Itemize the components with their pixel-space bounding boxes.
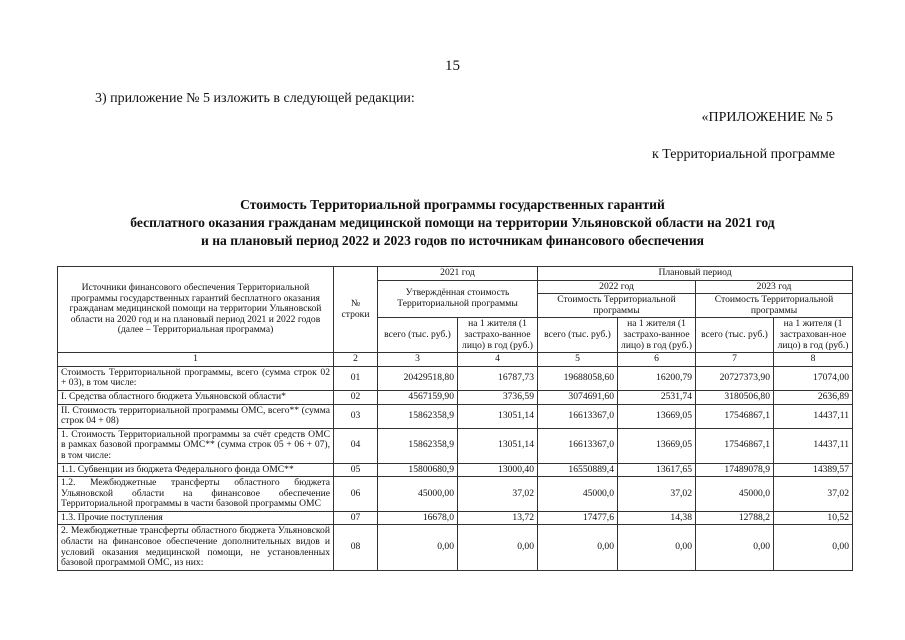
column-number: 4 <box>458 353 538 367</box>
per-capita-2022: 2531,74 <box>618 390 696 404</box>
header-sources: Источники финансового обеспечения Территориальной программы государственных гарантий бесплатного оказания гражданам медицинской помощи на территории Ульяновской области на 2020 год и на плановый период 2021 и 2022 годов (далее – Территориальная программа) <box>58 267 334 353</box>
document-title <box>0 196 905 250</box>
row-label: 1.1. Субвенции из бюджета Федерального фонда ОМС** <box>58 463 334 477</box>
row-code: 07 <box>334 511 378 525</box>
total-2022: 45000,0 <box>538 477 618 512</box>
header-per-capita-2022: на 1 жителя (1 застрахо-ванное лицо) в год (руб.) <box>618 318 696 353</box>
row-code: 05 <box>334 463 378 477</box>
column-number: 1 <box>58 353 334 367</box>
total-2021: 15862358,9 <box>378 404 458 428</box>
appendix-label: «ПРИЛОЖЕНИЕ № 5 <box>701 110 833 125</box>
total-2022: 16550889,4 <box>538 463 618 477</box>
total-2023: 12788,2 <box>696 511 774 525</box>
per-capita-2021: 3736,59 <box>458 390 538 404</box>
column-number: 5 <box>538 353 618 367</box>
header-total-2021: всего (тыс. руб.) <box>378 318 458 353</box>
per-capita-2022: 13669,05 <box>618 428 696 463</box>
page-number: 15 <box>445 58 460 74</box>
per-capita-2021: 13000,40 <box>458 463 538 477</box>
total-2022: 3074691,60 <box>538 390 618 404</box>
total-2021: 15800680,9 <box>378 463 458 477</box>
total-2023: 17546867,1 <box>696 404 774 428</box>
per-capita-2021: 37,02 <box>458 477 538 512</box>
row-label: Стоимость Территориальной программы, всего (сумма строк 02 + 03), в том числе: <box>58 366 334 390</box>
header-total-2023: всего (тыс. руб.) <box>696 318 774 353</box>
column-number: 8 <box>774 353 853 367</box>
per-capita-2022: 13617,65 <box>618 463 696 477</box>
row-label: I. Средства областного бюджета Ульяновской области* <box>58 390 334 404</box>
row-code: 08 <box>334 525 378 570</box>
total-2023: 17546867,1 <box>696 428 774 463</box>
header-cost-2023: Стоимость Территориальной программы <box>696 294 853 318</box>
total-2023: 0,00 <box>696 525 774 570</box>
total-2021: 45000,00 <box>378 477 458 512</box>
per-capita-2023: 2636,89 <box>774 390 853 404</box>
total-2021: 0,00 <box>378 525 458 570</box>
per-capita-2023: 0,00 <box>774 525 853 570</box>
total-2022: 16613367,0 <box>538 428 618 463</box>
total-2021: 15862358,9 <box>378 428 458 463</box>
total-2022: 19688058,60 <box>538 366 618 390</box>
per-capita-2023: 14437,11 <box>774 428 853 463</box>
total-2021: 4567159,90 <box>378 390 458 404</box>
total-2023: 20727373,90 <box>696 366 774 390</box>
title-line: Стоимость Территориальной программы государственных гарантий <box>240 197 665 212</box>
row-code: 01 <box>334 366 378 390</box>
per-capita-2022: 37,02 <box>618 477 696 512</box>
per-capita-2023: 37,02 <box>774 477 853 512</box>
row-code: 03 <box>334 404 378 428</box>
total-2023: 17489078,9 <box>696 463 774 477</box>
row-label: 2. Межбюджетные трансферты областного бюджета Ульяновской области на финансовое обеспечение дополнительных видов и условий оказания медицинской помощи, не установленных базовой программой ОМС, из них: <box>58 525 334 570</box>
per-capita-2021: 13051,14 <box>458 404 538 428</box>
per-capita-2021: 0,00 <box>458 525 538 570</box>
header-cost-2022: Стоимость Территориальной программы <box>538 294 696 318</box>
table-row <box>58 511 853 525</box>
row-label: 1. Стоимость Территориальной программы за счёт средств ОМС в рамках базовой программы ОМС** (сумма строк 05 + 06 + 07), в том числе: <box>58 428 334 463</box>
amendment-instruction: 3) приложение № 5 изложить в следующей редакции: <box>95 91 415 106</box>
header-year-2023: 2023 год <box>696 280 853 294</box>
row-code: 04 <box>334 428 378 463</box>
per-capita-2022: 13669,05 <box>618 404 696 428</box>
per-capita-2023: 17074,00 <box>774 366 853 390</box>
total-2021: 16678,0 <box>378 511 458 525</box>
header-year-2022: 2022 год <box>538 280 696 294</box>
row-code: 02 <box>334 390 378 404</box>
per-capita-2022: 16200,79 <box>618 366 696 390</box>
table-row <box>58 404 853 428</box>
header-planned-period: Плановый период <box>538 267 853 281</box>
total-2022: 16613367,0 <box>538 404 618 428</box>
per-capita-2023: 14389,57 <box>774 463 853 477</box>
table-row <box>58 366 853 390</box>
title-line: бесплатного оказания гражданам медицинской помощи на территории Ульяновской области на 2021 год <box>130 215 775 230</box>
header-row-1 <box>58 267 853 281</box>
financing-table <box>57 266 853 571</box>
table-row <box>58 463 853 477</box>
column-number: 6 <box>618 353 696 367</box>
total-2023: 3180506,80 <box>696 390 774 404</box>
total-2021: 20429518,80 <box>378 366 458 390</box>
table-row <box>58 428 853 463</box>
header-row-number: № строки <box>334 267 378 353</box>
row-label: 1.3. Прочие поступления <box>58 511 334 525</box>
row-code: 06 <box>334 477 378 512</box>
per-capita-2022: 0,00 <box>618 525 696 570</box>
column-number: 3 <box>378 353 458 367</box>
table-row <box>58 477 853 512</box>
row-label: 1.2. Межбюджетные трансферты областного бюджета Ульяновской области на финансовое обеспечение Территориальной программы в части базовой программы ОМС <box>58 477 334 512</box>
per-capita-2021: 13051,14 <box>458 428 538 463</box>
header-per-capita-2021: на 1 жителя (1 застрахо-ванное лицо) в год (руб.) <box>458 318 538 353</box>
header-per-capita-2023: на 1 жителя (1 застрахован-ное лицо) в год (руб.) <box>774 318 853 353</box>
column-number-row <box>58 353 853 367</box>
row-label: II. Стоимость территориальной программы ОМС, всего** (сумма строк 04 + 08) <box>58 404 334 428</box>
per-capita-2022: 14,38 <box>618 511 696 525</box>
table-row <box>58 390 853 404</box>
column-number: 7 <box>696 353 774 367</box>
header-total-2022: всего (тыс. руб.) <box>538 318 618 353</box>
appendix-reference: к Территориальной программе <box>651 147 835 162</box>
table-row <box>58 525 853 570</box>
header-approved-cost: Утверждённая стоимость Территориальной программы <box>378 280 538 318</box>
total-2023: 45000,0 <box>696 477 774 512</box>
per-capita-2021: 16787,73 <box>458 366 538 390</box>
header-year-2021: 2021 год <box>378 267 538 281</box>
per-capita-2021: 13,72 <box>458 511 538 525</box>
title-line: и на плановый период 2022 и 2023 годов по источникам финансового обеспечения <box>200 233 705 248</box>
column-number: 2 <box>334 353 378 367</box>
total-2022: 17477,6 <box>538 511 618 525</box>
total-2022: 0,00 <box>538 525 618 570</box>
per-capita-2023: 10,52 <box>774 511 853 525</box>
per-capita-2023: 14437,11 <box>774 404 853 428</box>
